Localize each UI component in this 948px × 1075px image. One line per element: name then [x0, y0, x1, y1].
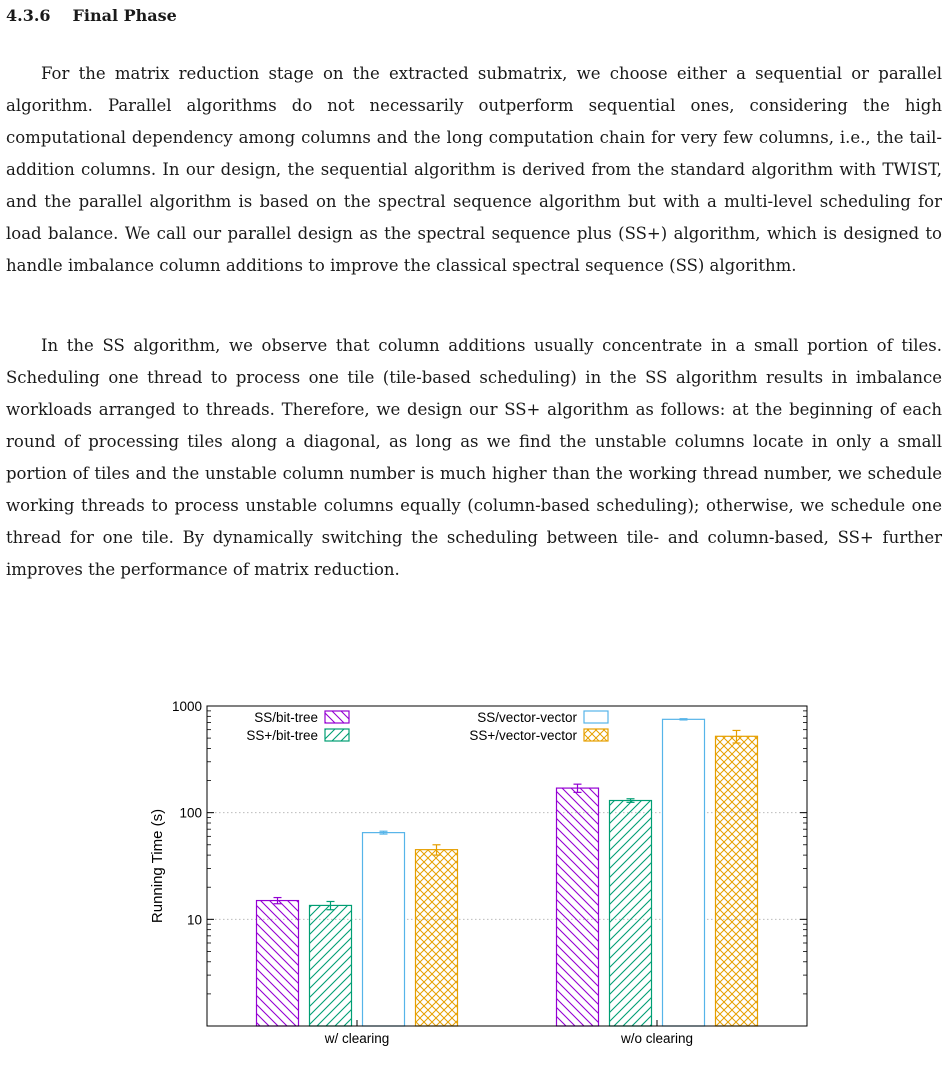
running-time-chart [140, 690, 820, 1075]
bar [716, 736, 758, 1026]
bar [557, 788, 599, 1026]
legend-swatch [325, 711, 349, 723]
legend-label: SS/bit-tree [254, 710, 318, 725]
x-tick-label: w/o clearing [620, 1031, 694, 1046]
legend-label: SS+/bit-tree [246, 728, 318, 743]
legend-swatch [584, 711, 608, 723]
legend-label: SS/vector-vector [477, 710, 577, 725]
y-tick-label: 1000 [171, 699, 202, 714]
bar [663, 719, 705, 1026]
legend-swatch [325, 729, 349, 741]
paragraph-ss-algorithm: In the SS algorithm, we observe that column additions usually concentrate in a small portion of tiles. Scheduling one thread to process one tile (tile-based scheduling) in the SS algorithm results in imbalance workloads arranged to threads. Therefore, we design our SS+ algorithm as follows: at the beginning of each round of processing tiles along a diagonal, as long as we find the unstable columns locate in only a small portion of tiles and the unstable column number is much higher than the working thread number, we schedule working threads to process unstable columns equally (column-based scheduling); otherwise, we schedule one thread for one tile. By dynamically switching the scheduling between tile- and column-based, SS+ further improves the performance of matrix reduction. [6, 336, 942, 579]
bar [610, 801, 652, 1026]
section-heading [6, 6, 177, 25]
bar [363, 833, 405, 1026]
section-title: Final Phase [72, 6, 177, 25]
y-tick-label: 100 [179, 805, 202, 821]
y-tick-label: 10 [186, 912, 202, 928]
y-axis-label: Running Time (s) [149, 808, 166, 924]
legend-label: SS+/vector-vector [469, 728, 577, 743]
bar [310, 905, 352, 1026]
chart-svg [140, 690, 820, 1075]
bars-layer [257, 719, 758, 1026]
x-tick-label: w/ clearing [324, 1031, 390, 1046]
legend-swatch [584, 729, 608, 741]
legend [246, 710, 608, 743]
bar [257, 901, 299, 1026]
bar [416, 850, 458, 1026]
paragraph-final-phase: For the matrix reduction stage on the extracted submatrix, we choose either a sequential or parallel algorithm. Parallel algorithms do not necessarily outperform sequential ones, considering the high computational dependency among columns and the long computation chain for very few columns, i.e., the tail-addition columns. In our design, the sequential algorithm is derived from the standard algorithm with TWIST, and the parallel algorithm is based on the spectral sequence algorithm but with a multi-level scheduling for load balance. We call our parallel design as the spectral sequence plus (SS+) algorithm, which is designed to handle imbalance column additions to improve the classical spectral sequence (SS) algorithm. [6, 64, 942, 275]
section-number: 4.3.6 [6, 6, 51, 25]
